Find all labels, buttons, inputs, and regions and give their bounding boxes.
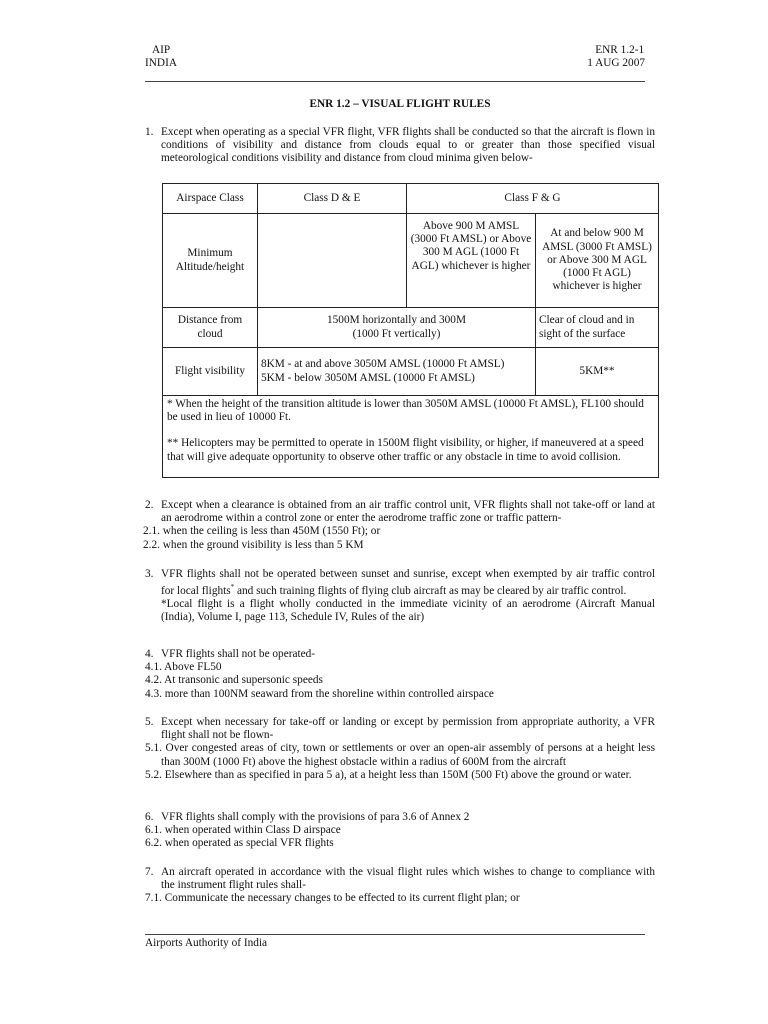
cell-de-distance-cloud: 1500M horizontally and 300M (1000 Ft vertically) [258,308,536,348]
cell-g-min-altitude: At and below 900 M AMSL (3000 Ft AMSL) or Above 300 M AGL (1000 Ft AGL) whichever is higher [536,214,659,308]
subparagraph-5-2: 5.2. Elsewhere than as specified in para 5 a), at a height less than 150M (500 Ft) above the ground or water. [145,768,632,781]
paragraph-4 [145,648,655,701]
header-left [145,44,177,70]
paragraph-number: 5. [145,716,154,728]
paragraph-7 [145,866,655,906]
paragraph-text: Except when operating as a special VFR flight, VFR flights shall be conducted so that the aircraft is flown in conditions of visibility and distance from clouds equal to or greater than those specified visual meteorological conditions visibility and distance from cloud minima given below- [161,126,655,165]
header-right [587,44,645,70]
paragraph-1 [145,126,655,166]
paragraph-text: An aircraft operated in accordance with the visual flight rules which wishes to change to compliance with the instrument flight rules shall- [161,866,655,892]
paragraph-text [145,568,655,598]
paragraph-text-b: and such training flights of flying club aircraft as may be cleared by air traffic control. [234,584,627,597]
subparagraph-6-1: 6.1. when operated within Class D airspace [145,824,341,837]
vmc-minima-table [162,183,659,478]
subparagraph-7-1: 7.1. Communicate the necessary changes to be effected to its current flight plan; or [145,892,520,905]
paragraph-2 [145,499,655,552]
paragraph-text-a: VFR flights shall not be operated between sunset and sunrise, except when exempted by air traffic control for local flights [161,568,655,597]
paragraph-text: VFR flights shall comply with the provisions of para 3.6 of Annex 2 [161,811,470,823]
paragraph-number: 2. [145,499,154,511]
paragraph-number: 4. [145,648,154,660]
page-footer: Airports Authority of India [145,937,268,949]
header-aip: AIP [152,44,171,56]
subparagraph-5-1: 5.1. Over congested areas of city, town or settlements or over an open-air assembly of persons at a height less than 300M (1000 Ft) above the highest obstacle within a radius of 600M from the aircraft [145,742,655,768]
paragraph-text: Except when necessary for take-off or landing or except by permission from appropriate authority, a VFR flight shall not be flown- [161,716,655,742]
paragraph-text: VFR flights shall not be operated- [161,648,316,660]
footnote-mark: * [230,583,235,592]
header-class-de: Class D & E [258,184,407,214]
table-notes [163,396,659,478]
row-label-min-altitude: Minimum Altitude/height [163,214,258,308]
subparagraph-6-2: 6.2. when operated as special VFR flights [145,837,334,850]
header-india: INDIA [145,57,177,70]
paragraph-text: Except when a clearance is obtained from an air traffic control unit, VFR flights shall not take-off or land at an aerodrome within a control zone or enter the aerodrome traffic zone or traffic pattern- [161,499,655,525]
visibility-line-1: 8KM - at and above 3050M AMSL (10000 Ft AMSL) [261,358,505,371]
cell-de-flight-visibility [258,348,536,396]
table-note-2: ** Helicopters may be permitted to operate in 1500M flight visibility, or higher, if maneuvered at a speed that will give adequate opportunity to observe other traffic or any obstacle in time to avoid collision. [167,437,644,463]
footer-rule [145,934,645,935]
subparagraph-4-1: 4.1. Above FL50 [145,661,222,674]
cell-de-min-altitude [258,214,407,308]
header-date: 1 AUG 2007 [587,57,645,70]
visibility-line-2: 5KM - below 3050M AMSL (10000 Ft AMSL) [261,371,475,384]
subparagraph-2-2: 2.2. when the ground visibility is less than 5 KM [143,538,364,551]
paragraph-3 [145,568,655,625]
page-title: ENR 1.2 – VISUAL FLIGHT RULES [309,98,491,110]
paragraph-number: 7. [145,866,154,878]
row-label-distance-cloud: Distance from cloud [163,308,258,348]
header-rule [145,81,645,82]
cell-f-min-altitude: Above 900 M AMSL (3000 Ft AMSL) or Above 300 M AGL (1000 Ft AGL) whichever is higher [407,214,536,308]
table-note-1: * When the height of the transition altitude is lower than 3050M AMSL (10000 Ft AMSL), FL100 should be used in lieu of 10000 Ft. [167,398,644,424]
subparagraph-4-2: 4.2. At transonic and supersonic speeds [145,674,323,687]
paragraph-6 [145,811,655,851]
paragraph-number: 6. [145,811,154,823]
paragraph-number: 1. [145,126,154,138]
paragraph-5 [145,716,655,782]
cell-g-flight-visibility: 5KM** [536,348,659,396]
subparagraph-4-3: 4.3. more than 100NM seaward from the shoreline within controlled airspace [145,687,494,700]
row-label-flight-visibility: Flight visibility [163,348,258,396]
paragraph-number: 3. [145,568,154,580]
header-class-fg: Class F & G [407,184,659,214]
header-page-ref: ENR 1.2-1 [595,44,645,56]
header-airspace-class: Airspace Class [163,184,258,214]
subparagraph-2-1: 2.1. when the ceiling is less than 450M (1550 Ft); or [143,525,381,538]
cell-g-distance-cloud: Clear of cloud and in sight of the surface [536,308,659,348]
local-flight-note: *Local flight is a flight wholly conducted in the immediate vicinity of an aerodrome (Aircraft Manual (India), Volume I, page 113, Schedule IV, Rules of the air) [161,598,655,624]
